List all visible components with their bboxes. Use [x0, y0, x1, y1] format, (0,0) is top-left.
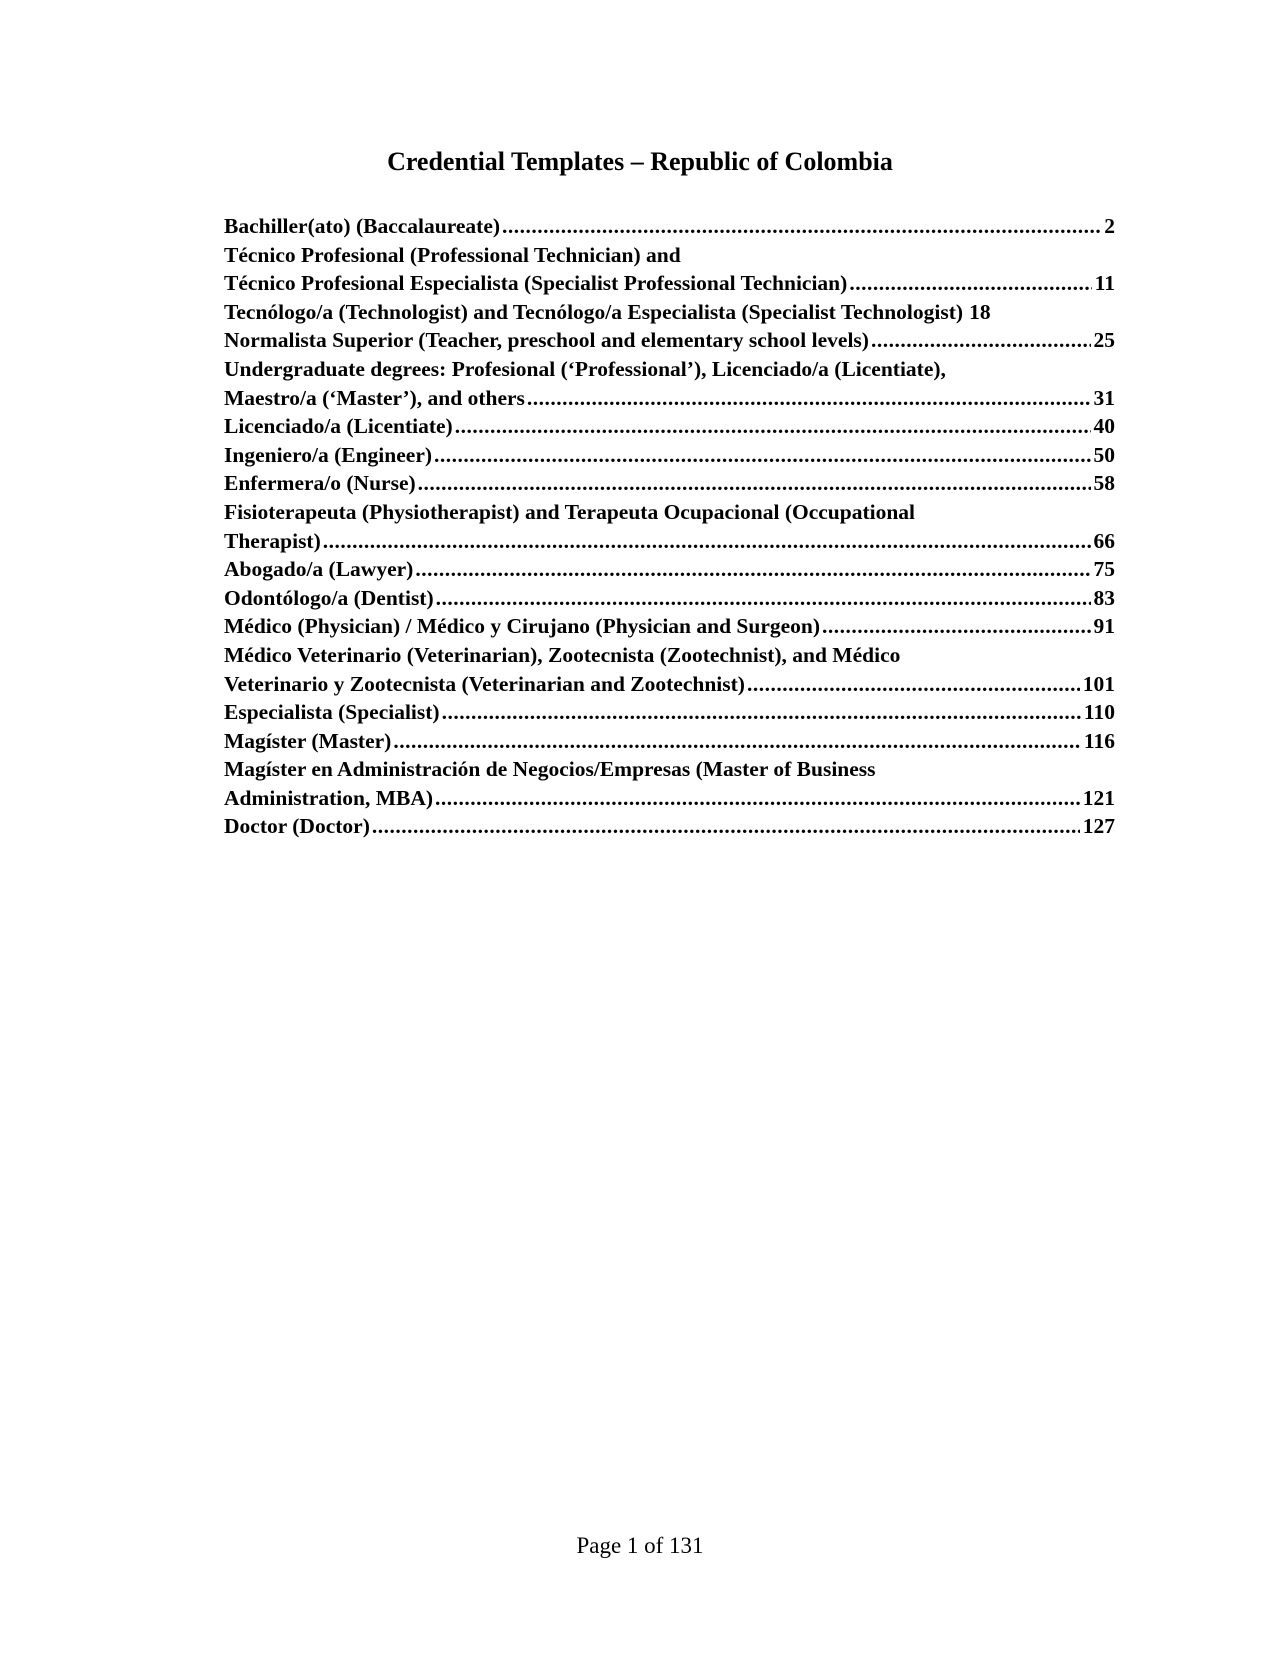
toc-page-number: 58: [1093, 471, 1115, 496]
toc-entry-row: [224, 812, 1115, 841]
toc-entry-title-line: Fisioterapeuta (Physiotherapist) and Terapeuta Ocupacional (Occupational: [224, 499, 916, 524]
toc-entry[interactable]: [224, 698, 1115, 727]
toc-entry-title-line: Administration, MBA): [224, 785, 434, 810]
toc-entry-title-line: Odontólogo/a (Dentist): [224, 585, 434, 610]
dot-leader: [871, 326, 1091, 355]
dot-leader: [435, 784, 1080, 813]
toc-page-number: 50: [1093, 442, 1115, 467]
toc-entry-title-line: Doctor (Doctor): [224, 814, 370, 839]
toc-page-number: 110: [1083, 700, 1115, 725]
toc-entry[interactable]: [224, 469, 1115, 498]
toc-entry-row: [224, 469, 1115, 498]
toc-entry[interactable]: [224, 641, 1115, 698]
page-footer: Page 1 of 131: [576, 1533, 704, 1558]
toc-entry[interactable]: [224, 755, 1115, 812]
toc-entry[interactable]: [224, 212, 1115, 241]
toc-entry-title-line: Undergraduate degrees: Profesional (‘Professional’), Licenciado/a (Licentiate),: [224, 356, 946, 381]
toc-entry-title-line: Técnico Profesional Especialista (Specialist Professional Technician): [224, 271, 848, 296]
toc-entry-row: [224, 784, 1115, 813]
dot-leader: [393, 727, 1081, 756]
toc-entry-title-line: Therapist): [224, 528, 321, 553]
toc-entry-title-line: Magíster en Administración de Negocios/Empresas (Master of Business: [224, 757, 876, 782]
toc-entry-row: [224, 555, 1115, 584]
toc-entry-title-line: Médico (Physician) / Médico y Cirujano (Physician and Surgeon): [224, 614, 821, 639]
toc-page-number: 116: [1083, 728, 1115, 753]
toc-entry[interactable]: [224, 326, 1115, 355]
dot-leader: [415, 555, 1090, 584]
toc-entry-row: [224, 441, 1115, 470]
dot-leader: [849, 269, 1091, 298]
toc-page-number: 31: [1093, 385, 1115, 410]
toc-entry-title-line: Bachiller(ato) (Baccalaureate): [224, 214, 501, 238]
toc-page-number: 11: [1094, 271, 1115, 296]
toc-entry-title-line: Licenciado/a (Licentiate): [224, 414, 453, 439]
toc-entry-row: [224, 384, 1115, 413]
dot-leader: [527, 384, 1091, 413]
dot-leader: [434, 441, 1090, 470]
toc-entry-row: [224, 698, 1115, 727]
toc-page-number: 121: [1082, 785, 1115, 810]
toc-entry[interactable]: [224, 412, 1115, 441]
toc-entry-row: [224, 412, 1115, 441]
toc-page-number: 66: [1093, 528, 1115, 553]
table-of-contents: [224, 212, 1115, 841]
toc-entry-row: [224, 727, 1115, 756]
toc-entry-title-line: Médico Veterinario (Veterinarian), Zootecnista (Zootechnist), and Médico: [224, 642, 901, 667]
toc-entry[interactable]: [224, 584, 1115, 613]
toc-entry-row: [224, 212, 1115, 241]
toc-entry[interactable]: [224, 498, 1115, 555]
toc-entry-row: [224, 326, 1115, 355]
dot-leader: [323, 527, 1091, 556]
toc-entry-title-line: Maestro/a (‘Master’), and others: [224, 385, 525, 410]
dot-leader: [372, 812, 1080, 841]
toc-page-number: 25: [1093, 328, 1115, 353]
toc-page-number: 75: [1093, 557, 1115, 582]
toc-entry-row: [224, 584, 1115, 613]
toc-entry-title-line: Veterinario y Zootecnista (Veterinarian and Zootechnist): [224, 671, 745, 696]
toc-entry-row: [224, 612, 1115, 641]
dot-leader: [436, 584, 1091, 613]
dot-leader: [418, 469, 1091, 498]
toc-entry[interactable]: [224, 727, 1115, 756]
toc-entry-row: [224, 269, 1115, 298]
toc-entry-row: [224, 298, 1115, 327]
toc-entry-row: [224, 527, 1115, 556]
toc-page-number: 18: [969, 299, 991, 324]
toc-entry-title-line: Especialista (Specialist): [224, 700, 440, 725]
dot-leader: [747, 670, 1080, 699]
toc-entry-title-line: Normalista Superior (Teacher, preschool and elementary school levels): [224, 328, 869, 353]
toc-entry-title-line: Técnico Profesional (Professional Technician) and: [224, 242, 681, 267]
document-title: Credential Templates – Republic of Colombia: [387, 147, 893, 176]
toc-page-number: 2: [1104, 214, 1115, 238]
toc-page-number: 83: [1093, 585, 1115, 610]
dot-leader: [455, 412, 1091, 441]
toc-page-number: 127: [1082, 814, 1115, 839]
toc-entry-title-line: Abogado/a (Lawyer): [224, 557, 414, 582]
toc-entry[interactable]: [224, 441, 1115, 470]
toc-entry-title-line: Ingeniero/a (Engineer): [224, 442, 433, 467]
toc-page-number: 101: [1082, 671, 1115, 696]
toc-entry[interactable]: [224, 355, 1115, 412]
toc-entry[interactable]: [224, 298, 1115, 327]
dot-leader: [502, 212, 1101, 241]
toc-entry-title-line: Tecnólogo/a (Technologist) and Tecnólogo/a Especialista (Specialist Technologist): [224, 299, 964, 324]
toc-entry[interactable]: [224, 812, 1115, 841]
dot-leader: [822, 612, 1090, 641]
dot-leader: [442, 698, 1081, 727]
toc-entry-title-line: Magíster (Master): [224, 728, 392, 753]
toc-entry[interactable]: [224, 612, 1115, 641]
toc-entry[interactable]: [224, 241, 1115, 298]
toc-entry-title-line: Enfermera/o (Nurse): [224, 471, 416, 496]
toc-entry-row: [224, 670, 1115, 699]
toc-entry[interactable]: [224, 555, 1115, 584]
toc-page-number: 40: [1093, 414, 1115, 439]
toc-page-number: 91: [1093, 614, 1115, 639]
